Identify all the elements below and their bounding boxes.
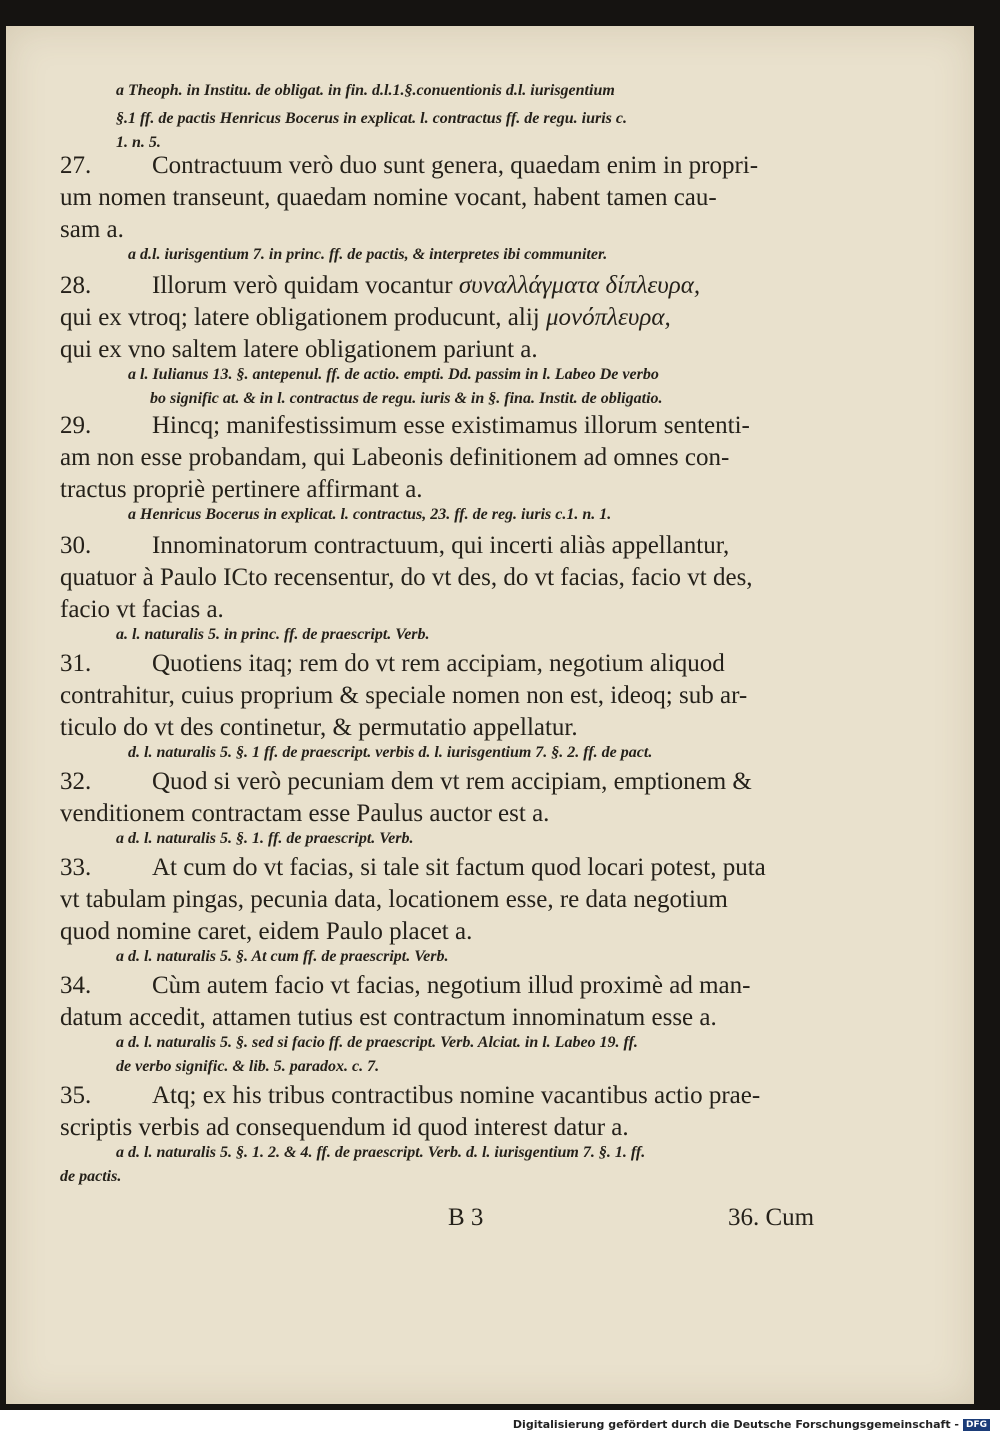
paragraph-30-line-1	[60, 532, 729, 560]
footnote-line: de pactis.	[60, 1168, 122, 1185]
greek-term: συναλλάγματα δίπλευρα,	[458, 272, 701, 299]
paragraph-28-line-1	[60, 272, 700, 300]
footnote-line: a Henricus Bocerus in explicat. l. contractus, 23. ff. de reg. iuris c.1. n. 1.	[128, 506, 612, 523]
paragraph-34-line-1	[60, 972, 750, 1000]
paragraph-text: At cum do vt facias, si tale sit factum quod locari potest, puta	[152, 854, 766, 881]
footnote-line: a d. l. naturalis 5. §. 1. 2. & 4. ff. de praescript. Verb. d. l. iurisgentium 7. §. 1. ff.	[116, 1144, 646, 1161]
paragraph-32-line-2: venditionem contractam esse Paulus auctor est a.	[60, 800, 550, 827]
greek-term: μονόπλευρα,	[546, 304, 671, 331]
paragraph-34-line-2: datum accedit, attamen tutius est contractum innominatum esse a.	[60, 1004, 717, 1031]
paragraph-number: 35.	[60, 1082, 92, 1109]
paragraph-29-line-2: am non esse probandam, qui Labeonis definitionem ad omnes con-	[60, 444, 730, 471]
paragraph-text: Atq; ex his tribus contractibus nomine vacantibus actio prae-	[152, 1082, 761, 1109]
paragraph-35-line-1	[60, 1082, 760, 1110]
paragraph-28-line-3: qui ex vno saltem latere obligationem pariunt a.	[60, 336, 538, 363]
paragraph-35-line-2: scriptis verbis ad consequendum id quod interest datur a.	[60, 1114, 629, 1141]
paragraph-text: qui ex vtroq; latere obligationem producunt, alij	[60, 304, 540, 331]
paragraph-text: Cùm autem facio vt facias, negotium illud proximè ad man-	[152, 972, 751, 999]
paragraph-text: Quod si verò pecuniam dem vt rem accipiam, emptionem &	[152, 768, 752, 795]
paragraph-30-line-3: facio vt facias a.	[60, 596, 224, 623]
footnote-line: a l. Iulianus 13. §. antepenul. ff. de actio. empti. Dd. passim in l. Labeo De verbo	[128, 366, 659, 383]
paragraph-31-line-3: ticulo do vt des continetur, & permutatio appellatur.	[60, 714, 578, 741]
paragraph-31-line-1	[60, 650, 725, 678]
paragraph-32-line-1	[60, 768, 752, 796]
paragraph-29-line-3: tractus propriè pertinere affirmant a.	[60, 476, 423, 503]
paragraph-text: Contractuum verò duo sunt genera, quaedam enim in propri-	[152, 152, 759, 179]
paragraph-text: Illorum verò quidam vocantur	[152, 272, 453, 299]
paragraph-27-line-1	[60, 152, 758, 180]
paragraph-number: 27.	[60, 152, 92, 179]
paragraph-text: Hincq; manifestissimum esse existimamus illorum sententi-	[152, 412, 750, 439]
dfg-logo: DFG	[963, 1419, 990, 1431]
footnote-line: bo signific at. & in l. contractus de regu. iuris & in §. fina. Instit. de obligatio.	[150, 390, 663, 407]
footnote-line: a Theoph. in Institu. de obligat. in fin. d.l.1.§.conuentionis d.l. iurisgentium	[116, 82, 615, 99]
footnote-line: a d. l. naturalis 5. §. At cum ff. de praescript. Verb.	[116, 948, 449, 965]
paragraph-number: 30.	[60, 532, 92, 559]
paragraph-27-line-3: sam a.	[60, 216, 124, 243]
paragraph-number: 31.	[60, 650, 92, 677]
paragraph-number: 28.	[60, 272, 92, 299]
paragraph-33-line-1	[60, 854, 766, 882]
footnote-line: a. l. naturalis 5. in princ. ff. de praescript. Verb.	[116, 626, 430, 643]
paragraph-number: 29.	[60, 412, 92, 439]
paragraph-text: Innominatorum contractuum, qui incerti aliàs appellantur,	[152, 532, 730, 559]
credit-text: Digitalisierung gefördert durch die Deutsche Forschungsgemeinschaft -	[512, 1418, 959, 1431]
paragraph-text: Quotiens itaq; rem do vt rem accipiam, negotium aliquod	[152, 650, 725, 677]
paragraph-29-line-1	[60, 412, 750, 440]
footnote-line: a d.l. iurisgentium 7. in princ. ff. de pactis, & interpretes ibi communiter.	[128, 246, 608, 263]
signature-mark: B 3	[448, 1204, 484, 1231]
footnote-line: a d. l. naturalis 5. §. sed si facio ff. de praescript. Verb. Alciat. in l. Labeo 19. ff.	[116, 1034, 638, 1051]
footnote-line: §.1 ff. de pactis Henricus Bocerus in explicat. l. contractus ff. de regu. iuris c.	[116, 110, 627, 127]
paragraph-28-line-2	[60, 304, 671, 332]
paragraph-30-line-2: quatuor à Paulo ICto recensentur, do vt des, do vt facias, facio vt des,	[60, 564, 753, 591]
paragraph-31-line-2: contrahitur, cuius proprium & speciale nomen non est, ideoq; sub ar-	[60, 682, 748, 709]
book-page	[6, 26, 974, 1404]
footnote-line: a d. l. naturalis 5. §. 1. ff. de praescript. Verb.	[116, 830, 414, 847]
paragraph-27-line-2: um nomen transeunt, quaedam nomine vocant, habent tamen cau-	[60, 184, 717, 211]
footnote-line: de verbo signific. & lib. 5. paradox. c. 7.	[116, 1058, 380, 1075]
catchword: 36. Cum	[728, 1204, 815, 1231]
footnote-line: 1. n. 5.	[116, 134, 161, 151]
footnote-line: d. l. naturalis 5. §. 1 ff. de praescript. verbis d. l. iurisgentium 7. §. 2. ff. de pact.	[128, 744, 653, 761]
paragraph-number: 34.	[60, 972, 92, 999]
paragraph-33-line-3: quod nomine caret, eidem Paulo placet a.	[60, 918, 473, 945]
digitization-credit	[513, 1418, 990, 1431]
paragraph-33-line-2: vt tabulam pingas, pecunia data, locationem esse, re data negotium	[60, 886, 728, 913]
paragraph-number: 32.	[60, 768, 92, 795]
paragraph-number: 33.	[60, 854, 92, 881]
